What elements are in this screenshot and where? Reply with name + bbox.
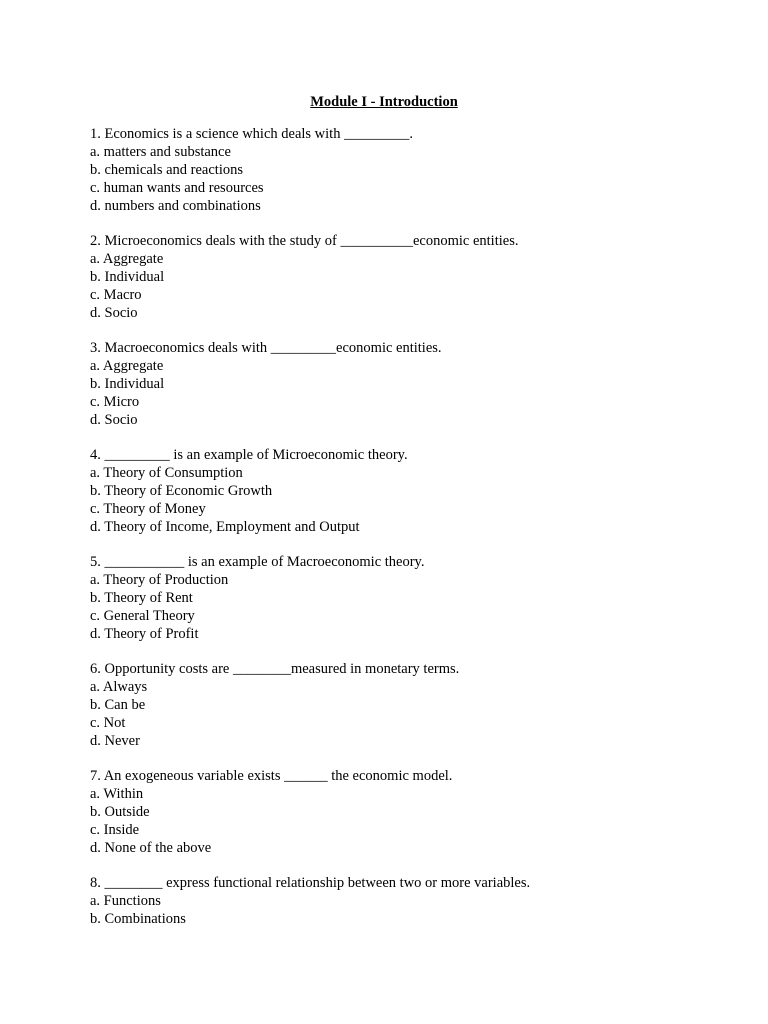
option-a: a. Aggregate xyxy=(90,250,164,267)
option-a: a. Within xyxy=(90,786,144,803)
option-d: d. Theory of Profit xyxy=(90,625,199,642)
question-text: 5. ___________ is an example of Macroeconomic theory. xyxy=(90,554,425,571)
question-text: 6. Opportunity costs are ________measured in monetary terms. xyxy=(90,661,460,678)
option-a: a. Aggregate xyxy=(90,357,164,374)
option-a: a. Always xyxy=(90,679,148,696)
option-c: c. human wants and resources xyxy=(90,179,264,196)
option-d: d. Theory of Income, Employment and Output xyxy=(90,518,360,535)
option-b: b. Theory of Economic Growth xyxy=(90,482,273,499)
option-d: d. numbers and combinations xyxy=(90,197,261,214)
option-a: a. Theory of Consumption xyxy=(90,465,243,481)
option-c: c. Macro xyxy=(90,286,142,303)
question-7 xyxy=(90,768,730,858)
question-6 xyxy=(90,661,730,751)
question-5 xyxy=(90,554,730,644)
option-d: d. None of the above xyxy=(90,839,212,856)
question-text: 1. Economics is a science which deals with _________. xyxy=(90,126,413,142)
option-c: c. Not xyxy=(90,714,126,731)
option-b: b. Can be xyxy=(90,696,146,713)
option-a: a. Functions xyxy=(90,893,161,910)
option-b: b. chemicals and reactions xyxy=(90,161,243,178)
question-list xyxy=(90,126,730,946)
option-d: d. Never xyxy=(90,732,140,749)
option-d: d. Socio xyxy=(90,304,138,321)
question-text: 8. ________ express functional relationship between two or more variables. xyxy=(90,875,531,892)
option-b: b. Theory of Rent xyxy=(90,589,193,606)
option-c: c. Theory of Money xyxy=(90,500,206,517)
option-a: a. matters and substance xyxy=(90,143,231,160)
question-8 xyxy=(90,875,730,929)
option-d: d. Socio xyxy=(90,411,138,428)
question-text: 3. Macroeconomics deals with _________economic entities. xyxy=(90,340,442,357)
question-1 xyxy=(90,126,730,216)
option-a: a. Theory of Production xyxy=(90,572,229,589)
option-b: b. Combinations xyxy=(90,911,186,928)
option-b: b. Individual xyxy=(90,375,165,392)
option-c: c. Inside xyxy=(90,821,140,838)
question-text: 4. _________ is an example of Microeconomic theory. xyxy=(90,447,408,464)
option-b: b. Individual xyxy=(90,268,165,285)
question-3 xyxy=(90,340,730,430)
question-4 xyxy=(90,447,730,537)
question-text: 2. Microeconomics deals with the study of __________economic entities. xyxy=(90,233,519,250)
question-2 xyxy=(90,233,730,323)
option-c: c. General Theory xyxy=(90,607,195,624)
option-b: b. Outside xyxy=(90,804,150,820)
page-title: Module I - Introduction xyxy=(310,94,458,110)
option-c: c. Micro xyxy=(90,393,140,410)
question-text: 7. An exogeneous variable exists ______ the economic model. xyxy=(90,768,453,785)
